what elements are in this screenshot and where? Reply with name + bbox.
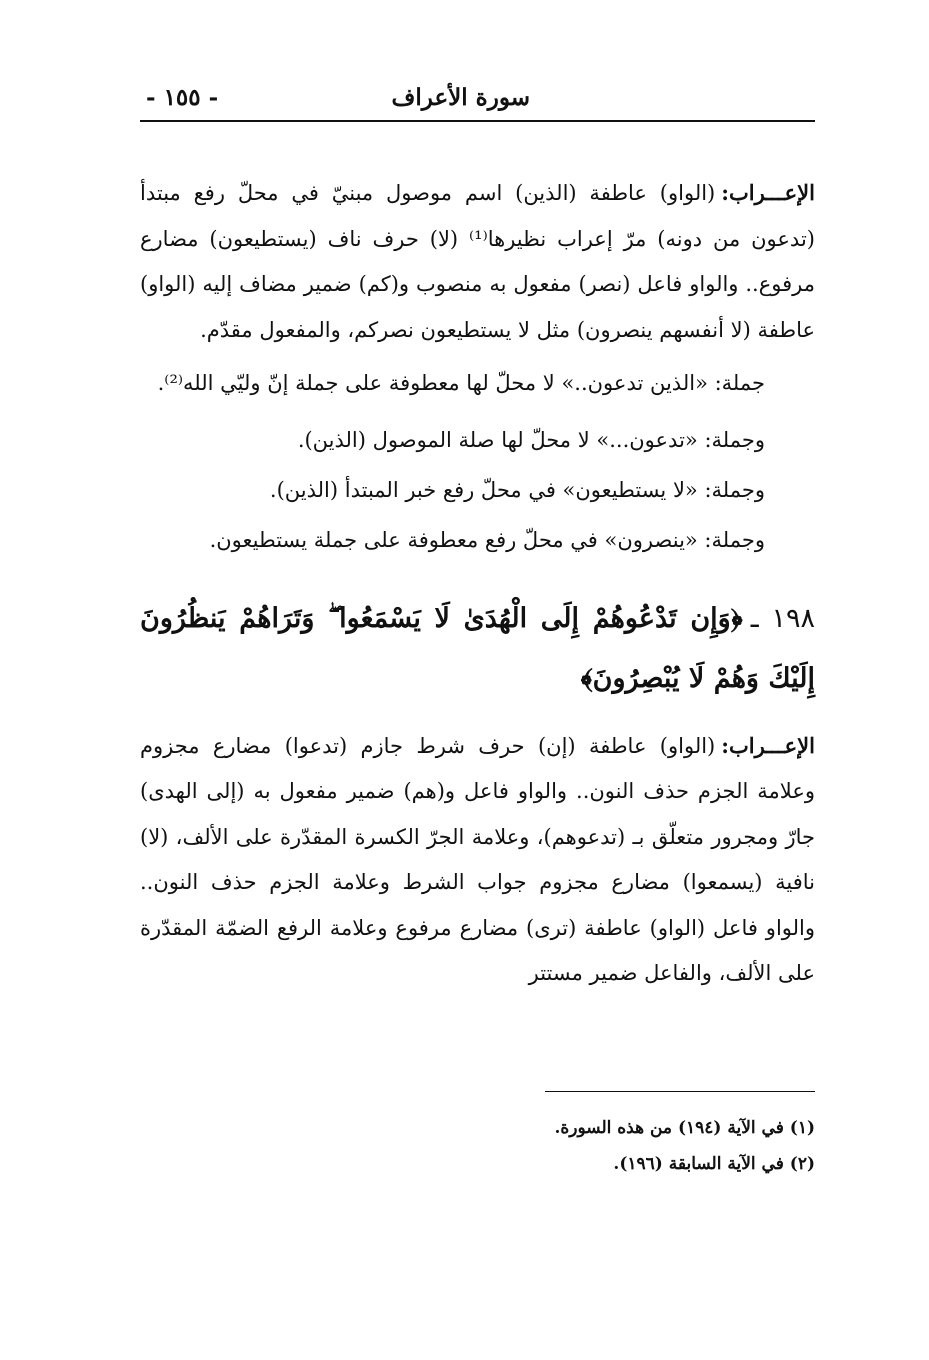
page-body — [140, 170, 815, 997]
page-number: - ١٥٥ - — [146, 84, 219, 111]
quran-verse — [140, 589, 815, 709]
footnotes — [140, 1110, 815, 1182]
irab-text: (الواو) عاطفة (الذين) اسم موصول مبنيّ في محلّ رفع مبتدأ (تدعون من دونه) مرّ إعراب نظيرها⁽¹⁾ (لا) حرف ناف (يستطيعون) مضارع مرفوع.. والواو فاعل (نصر) مفعول به منصوب و(كم) ضمير مضاف إليه (الواو) عاطفة (لا أنفسهم ينصرون) مثل لا يستطيعون نصركم، والمفعول مقدّم. — [140, 181, 815, 342]
irab-paragraph-2 — [140, 723, 815, 997]
sentence-line-1: وجملة: «تدعون...» لا محلّ لها صلة الموصول (الذين). — [297, 427, 765, 452]
sentence-intro: جملة: «الذين تدعون..» لا محلّ لها معطوفة على جملة إنّ وليّي الله⁽²⁾. — [157, 371, 765, 395]
sentence-line-3: وجملة: «ينصرون» في محلّ رفع معطوفة على جملة يستطيعون. — [209, 527, 765, 552]
irab-label: الإعـــراب: — [721, 180, 815, 205]
page-header — [140, 78, 815, 122]
verse-text: ﴿وَإِن تَدْعُوهُمْ إِلَى الْهُدَىٰ لَا يَسْمَعُوا ۖ وَتَرَاهُمْ يَنظُرُونَ إِلَيْكَ وَهُمْ لَا يُبْصِرُونَ﴾ — [140, 602, 815, 694]
footnote-1: (١) في الآية (١٩٤) من هذه السورة. — [554, 1118, 815, 1138]
irab-paragraph-1 — [140, 170, 815, 353]
surah-title: سورة الأعراف — [391, 84, 530, 111]
book-page — [140, 78, 815, 1318]
irab-text: (الواو) عاطفة (إن) حرف شرط جازم (تدعوا) مضارع مجزوم وعلامة الجزم حذف النون.. والواو فاعل و(هم) ضمير مفعول به (إلى الهدى) جارّ ومجرور متعلّق بـ (تدعوهم)، وعلامة الجرّ الكسرة المقدّرة على الألف، (لا) نافية (يسمعوا) مضارع مجزوم جواب الشرط وعلامة الجزم حذف النون.. والواو فاعل (الواو) عاطفة (ترى) مضارع مرفوع وعلامة الرفع الضمّة المقدّرة على الألف، والفاعل ضمير مستتر — [140, 733, 815, 985]
irab-label: الإعـــراب: — [721, 732, 815, 758]
sentence-line-2: وجملة: «لا يستطيعون» في محلّ رفع خبر المبتدأ (الذين). — [269, 477, 765, 502]
verse-number: ١٩٨ ـ — [750, 602, 815, 634]
footnote-2: (٢) في الآية السابقة (١٩٦). — [613, 1154, 815, 1174]
footnote-separator — [545, 1091, 815, 1092]
